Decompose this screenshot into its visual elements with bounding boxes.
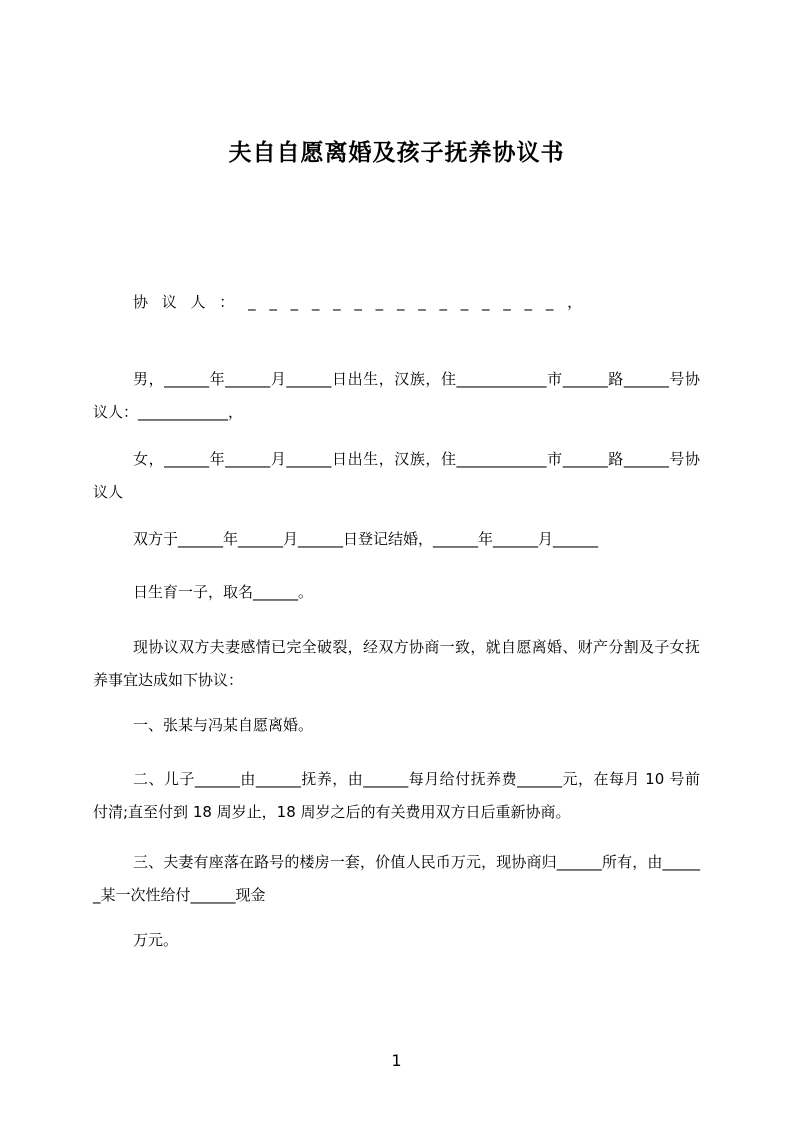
paragraph-clause-two: 二、儿子______由______抚养，由______每月给付抚养费______元，在每月 10 号前付清;直至付到 18 周岁止，18 周岁之后的有关费用双方日后重新协商。 <box>93 770 700 821</box>
paragraph-clause-one: 一、张某与冯某自愿离婚。 <box>133 716 314 734</box>
paragraph-preamble: 现协议双方夫妻感情已完全破裂，经双方协商一致，就自愿离婚、财产分割及子女抚养事宜达成如下协议： <box>93 638 700 689</box>
paragraph-female-info: 女，______年______月______日出生，汉族，住____________市______路______号协议人 <box>93 450 700 501</box>
page-number: 1 <box>391 1051 402 1070</box>
paragraph-clause-three: 三、夫妻有座落在路号的楼房一套，价值人民币万元，现协商归______所有，由______某一次性给付______现金 <box>93 853 700 904</box>
document-title: 夫自自愿离婚及孩子抚养协议书 <box>228 140 565 166</box>
paragraph-male-info: 男，______年______月______日出生，汉族，住____________市______路______号协议人：____________， <box>93 370 700 421</box>
paragraph-marriage-registration: 双方于______年______月______日登记结婚，______年______月______ <box>133 530 599 548</box>
paragraph-clause-three-continuation: 万元。 <box>133 931 179 949</box>
paragraph-parties-line: 协 议 人 ： _ _ _ _ _ _ _ _ _ _ _ _ _ _ _ ， <box>133 293 587 311</box>
paragraph-child-birth: 日生育一子，取名______。 <box>133 583 314 601</box>
